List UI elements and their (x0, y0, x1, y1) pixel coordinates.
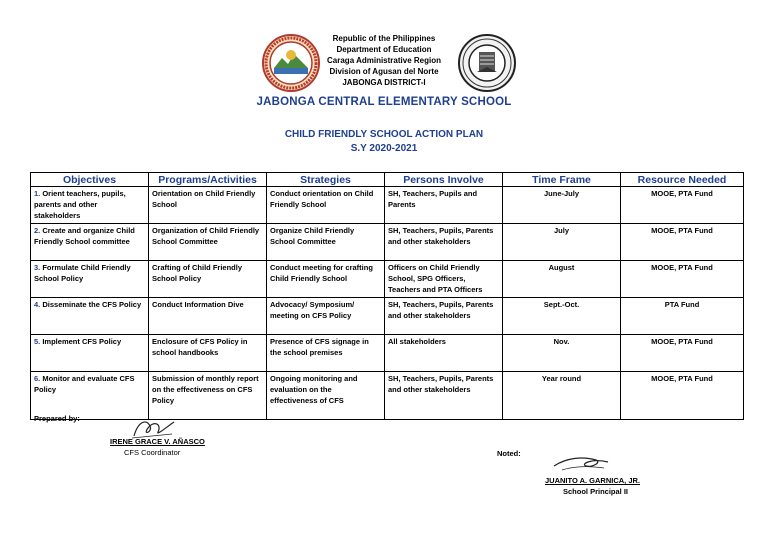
table-row (31, 335, 744, 372)
time-frame-cell: Year round (503, 372, 621, 420)
program-cell: Organization of Child Friendly School Committee (149, 224, 267, 261)
objective-number: 2. (34, 226, 41, 235)
principal-signature (552, 452, 612, 476)
persons-cell: Officers on Child Friendly School, SPG Officers, Teachers and PTA Officers (385, 261, 503, 298)
column-header-programs: Programs/Activities (149, 173, 267, 187)
program-cell: Crafting of Child Friendly School Policy (149, 261, 267, 298)
school-year: S.Y 2020-2021 (350, 143, 418, 154)
preparer-title: CFS Coordinator (124, 448, 181, 457)
header-line-district: JABONGA DISTRICT-I (342, 78, 426, 87)
program-cell: Submission of monthly report on the effectiveness on CFS Policy (149, 372, 267, 420)
objective-cell (31, 224, 149, 261)
header-line-division: Division of Agusan del Norte (329, 67, 439, 76)
table-header-row (31, 173, 744, 187)
time-frame-cell: Sept.-Oct. (503, 298, 621, 335)
resource-cell: MOOE, PTA Fund (621, 335, 744, 372)
time-frame-cell: June-July (503, 187, 621, 224)
objective-number: 1. (34, 189, 41, 198)
header-line-region: Caraga Administrative Region (327, 56, 441, 65)
objective-number: 4. (34, 300, 41, 309)
program-cell: Enclosure of CFS Policy in school handbooks (149, 335, 267, 372)
objective-cell (31, 335, 149, 372)
persons-cell: SH, Teachers, Pupils, Parents and other stakeholders (385, 372, 503, 420)
strategy-cell: Ongoing monitoring and evaluation on the effectiveness of CFS (267, 372, 385, 420)
preparer-name: IRENE GRACE V. AÑASCO (110, 437, 205, 446)
objective-text: Monitor and evaluate CFS Policy (34, 374, 135, 394)
objective-text: Disseminate the CFS Policy (40, 300, 142, 309)
resource-cell: MOOE, PTA Fund (621, 224, 744, 261)
resource-cell: MOOE, PTA Fund (621, 372, 744, 420)
objective-text: Formulate Child Friendly School Policy (34, 263, 131, 283)
header-line-republic: Republic of the Philippines (332, 34, 436, 43)
objective-number: 6. (34, 374, 41, 383)
table-row (31, 224, 744, 261)
table-row (31, 298, 744, 335)
objective-text: Orient teachers, pupils, parents and other stakeholders (34, 189, 126, 220)
time-frame-cell: Nov. (503, 335, 621, 372)
prepared-by-label: Prepared by: (34, 414, 80, 423)
persons-cell: SH, Teachers, Pupils, Parents and other stakeholders (385, 224, 503, 261)
column-header-strategies: Strategies (267, 173, 385, 187)
column-header-objectives: Objectives (31, 173, 149, 187)
time-frame-cell: July (503, 224, 621, 261)
objective-cell (31, 261, 149, 298)
strategy-cell: Conduct orientation on Child Friendly School (267, 187, 385, 224)
persons-cell: SH, Teachers, Pupils, Parents and other stakeholders (385, 298, 503, 335)
column-header-resource: Resource Needed (621, 173, 744, 187)
objective-text: Create and organize Child Friendly School committee (34, 226, 135, 246)
resource-cell: MOOE, PTA Fund (621, 261, 744, 298)
column-header-time-frame: Time Frame (503, 173, 621, 187)
school-name: JABONGA CENTRAL ELEMENTARY SCHOOL (256, 96, 512, 108)
principal-title: School Principal II (563, 487, 629, 496)
objective-cell (31, 187, 149, 224)
strategy-cell: Advocacy/ Symposium/ meeting on CFS Policy (267, 298, 385, 335)
objective-number: 3. (34, 263, 41, 272)
objective-text: Implement CFS Policy (40, 337, 122, 346)
objective-cell (31, 298, 149, 335)
objective-cell (31, 372, 149, 420)
resource-cell: PTA Fund (621, 298, 744, 335)
table-row (31, 187, 744, 224)
program-cell: Conduct Information Dive (149, 298, 267, 335)
strategy-cell: Presence of CFS signage in the school premises (267, 335, 385, 372)
action-plan-table (30, 172, 744, 420)
resource-cell: MOOE, PTA Fund (621, 187, 744, 224)
strategy-cell: Conduct meeting for crafting Child Friendly School (267, 261, 385, 298)
noted-label: Noted: (497, 449, 521, 458)
principal-name: JUANITO A. GARNICA, JR. (545, 476, 641, 485)
program-cell: Orientation on Child Friendly School (149, 187, 267, 224)
table-row (31, 261, 744, 298)
time-frame-cell: August (503, 261, 621, 298)
objective-number: 5. (34, 337, 41, 346)
column-header-persons: Persons Involve (385, 173, 503, 187)
strategy-cell: Organize Child Friendly School Committee (267, 224, 385, 261)
persons-cell: SH, Teachers, Pupils and Parents (385, 187, 503, 224)
persons-cell: All stakeholders (385, 335, 503, 372)
plan-title: CHILD FRIENDLY SCHOOL ACTION PLAN (284, 129, 484, 140)
table-row (31, 372, 744, 420)
header-line-department: Department of Education (336, 45, 432, 54)
